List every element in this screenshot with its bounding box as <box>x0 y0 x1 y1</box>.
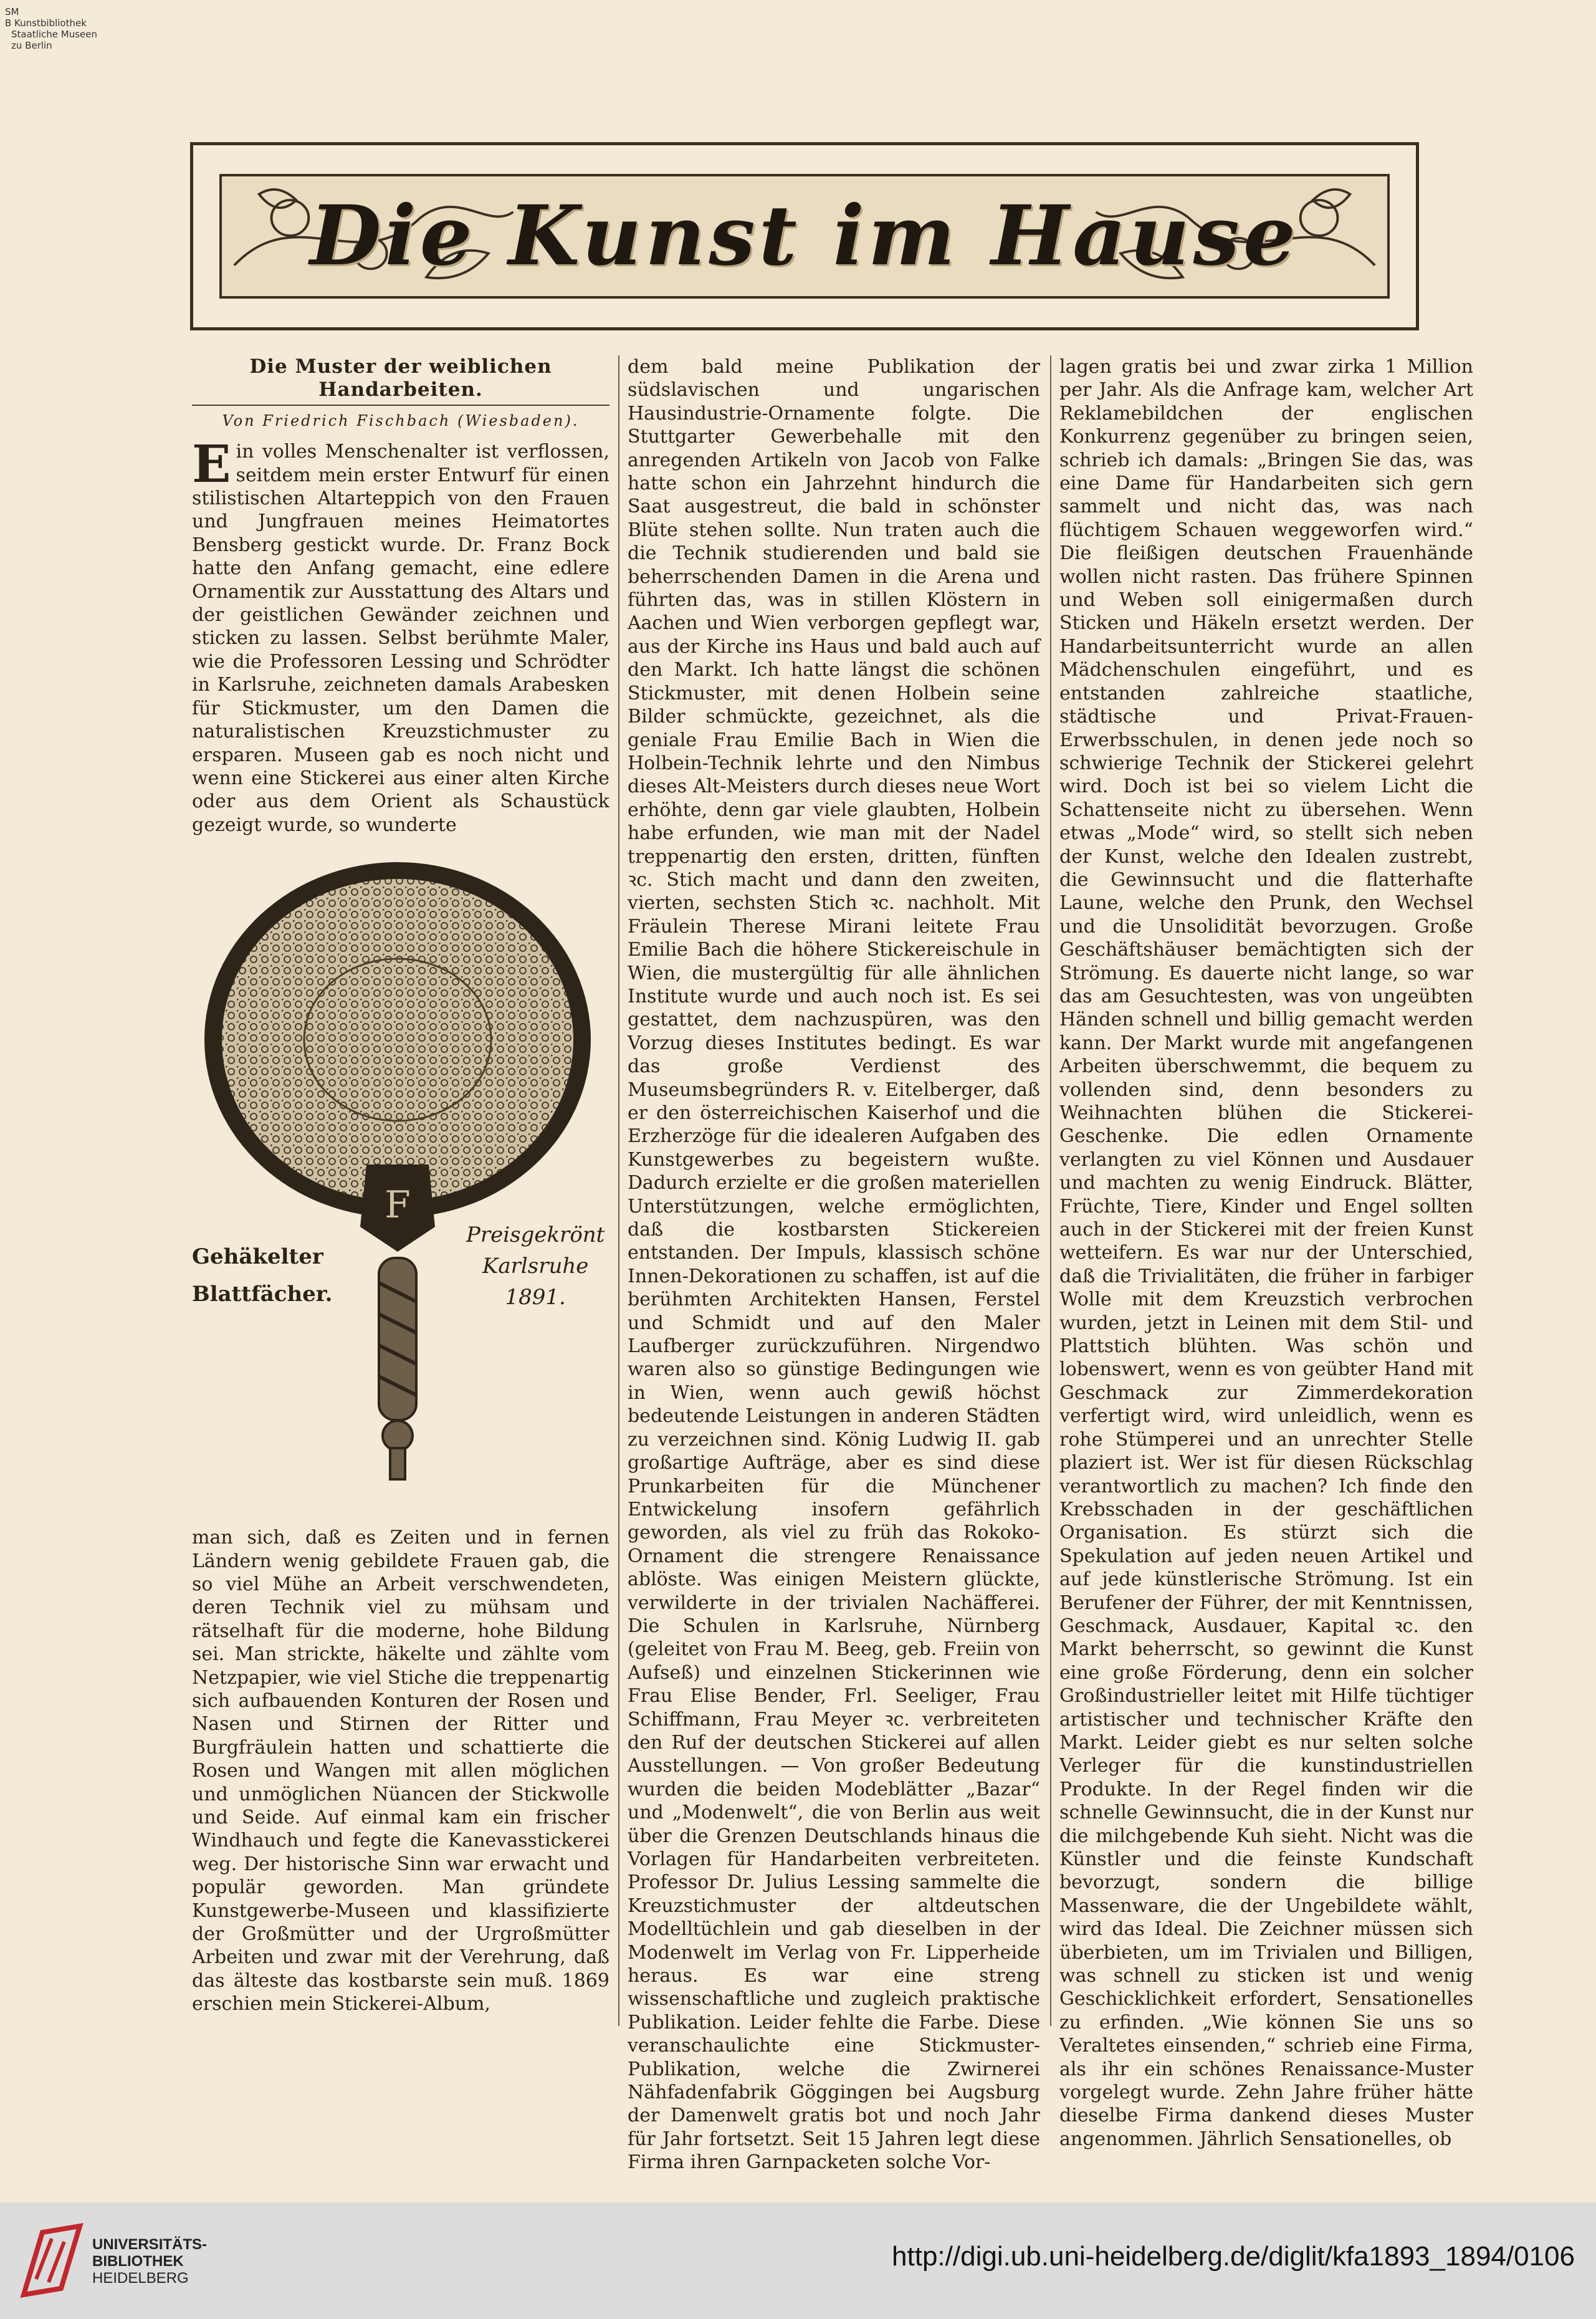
caption-line: Gehäkelter <box>192 1244 323 1270</box>
caption-line: Preisgekrönt <box>466 1222 605 1248</box>
paragraph: dem bald meine Publikation der südslavischen und ungarischen Hausindustrie-Ornamente folgte. Die Stuttgarter Gewerbehalle mit den anregenden Artikeln von Jacob von Falke hatte schon ein Jahrzehnt hindurch die Saat ausgestreut, die bald in schönster Blüte stehen sollte. Nun traten auch die die Technik studierenden und bald sie beherrschenden Damen in die Arena und führten das, was in stillen Klöstern in Aachen und Wien verborgen gepflegt war, aus der Kirche ins Haus und bald auch auf den Markt. Ich hatte längst die schönen Stickmuster, mit denen Holbein seine Bilder schmückte, gezeichnet, als die geniale Frau Emilie Bach in Wien die Holbein-Technik lehrte und den Nimbus dieses Alt-Meisters durch dieses neue Wort erhöhte, denn gar viele glaubten, Holbein habe erfunden, wie man mit der Nadel treppenartig den ersten, dritten, fünften ꝛc. Stich macht und dann den zweiten, vierten, sechsten Stich ꝛc. nachholt. Mit Fräulein Therese Mirani leitete Frau Emilie Bach die höhere Stickereischule in Wien, die mustergültig für alle ähnlichen Institute wurde und auch noch ist. Es sei gestattet, dem nachzuspüren, was den Vorzug dieses Institutes bedingt. Es war das große Verdienst des Museumsbegründers R. v. Eitelberger, daß er den österreichischen Kaiserhof und die Erzherzöge für die idealeren Aufgaben des Kunstgewerbes zu begeistern wußte. Dadurch erzielte er die großen materiellen Unterstützungen, welche ermöglichten, daß die kostbarsten Stickereien entstanden. Der Impuls, klassisch schöne Innen-Dekorationen zu schaffen, ist auf die berühmten Architekten Hansen, Ferstel und Schmidt und auf den Maler Laufberger zurückzuführen. Nirgendwo waren also so günstige Bedingungen wie in Wien, wenn auch gewiß höchst bedeutende Leistungen in anderen Städten zu verzeichnen sind. König Ludwig II. gab großartige Aufträge, aber es sind diese Prunkarbeiten für die Münchener Entwickelung insofern gefährlich geworden, als viel zu früh das Rokoko-Ornament die strengere Renaissance ablöste. Was einigen Meistern glückte, verwilderte in der trivialen Nachäfferei. Die Schulen in Karlsruhe, Nürnberg (geleitet von Frau M. Beeg, geb. Freiin von Aufseß) und einzelnen Stickerinnen wie Frau Elise Bender, Frl. Seeliger, Frau Schiffmann, Frau Meyer ꝛc. verbreiteten den Ruf der deutschen Stickerei auf allen Ausstellungen. — Von großer Bedeutung wurden die beiden Modeblätter „Bazar“ und „Modenwelt“, die von Berlin aus weit über die Grenzen Deutschlands hinaus die Vorlagen für Handarbeiten verbreiteten. Professor Dr. Julius Lessing sammelte die Kreuzstichmuster der altdeutschen Modelltüchlein und gab dieselben in der Modenwelt im Verlag von Fr. Lipperheide heraus. Es war eine streng wissenschaftliche und zugleich praktische Publikation. Leider fehlte die Farbe. Diese veranschaulichte eine Stickmuster-Publikation, welche die Zwirnerei Nähfadenfabrik Göggingen bei Augsburg der Damenwelt gratis bot und noch Jahr für Jahr fortsetzt. Seit 15 Jahren legt diese Firma ihren Garnpacketen solche Vor- <box>628 356 1040 2174</box>
brand-line: BIBLIOTHEK <box>92 2253 184 2270</box>
svg-text:F: F <box>385 1183 411 1227</box>
caption-line: 1891. <box>505 1285 566 1310</box>
crochet-fan-icon <box>192 853 609 1514</box>
caption-line: Blattfächer. <box>192 1282 333 1307</box>
stamp-line: B Kunstbibliothek <box>5 17 87 29</box>
caption-line: Karlsruhe <box>482 1254 589 1279</box>
brand-line: HEIDELBERG <box>92 2270 189 2287</box>
column-divider <box>618 355 619 2026</box>
paragraph <box>192 435 609 837</box>
university-name <box>92 2236 207 2287</box>
stamp-line: zu Berlin <box>11 40 52 51</box>
column-1 <box>192 355 609 2016</box>
brand-line: UNIVERSITÄTS- <box>92 2236 208 2253</box>
paragraph-text: in volles Menschenalter ist verflossen, seitdem mein erster Entwurf für einen stilistischen Altarteppich von den Frauen und Jungfrauen meines Heimatortes Bensberg gestickt wurde. Dr. Franz Bock hatte den Anfang gemacht, eine edlere Ornamentik zur Ausstattung des Altars und der geistlichen Gewänder zeichnen und sticken zu lassen. Selbst berühmte Maler, wie die Professoren Lessing und Schrödter in Karlsruhe, zeichneten damals Arabesken für Stickmuster, um den Damen die naturalistischen Kreuzstichmuster zu ersparen. Museen gab es noch nicht und wenn eine Stickerei aus einer alten Kirche oder aus dem Orient als Schaustück gezeigt wurde, so wunderte <box>192 441 609 836</box>
article-title: Die Muster der weiblichen Handarbeiten. <box>192 355 609 406</box>
column-3 <box>1059 355 1473 2151</box>
figure-fan <box>192 853 609 1514</box>
figure-award <box>466 1219 604 1313</box>
header-banner <box>190 142 1419 330</box>
column-2 <box>628 355 1040 2174</box>
stamp-line: SM <box>5 6 19 17</box>
drop-cap: E <box>192 435 231 495</box>
library-stamp <box>5 6 97 51</box>
column-divider <box>1050 355 1051 2026</box>
stamp-line: Staatliche Museen <box>11 29 97 40</box>
paragraph: lagen gratis bei und zwar zirka 1 Million per Jahr. Als die Anfrage kam, welcher Art Reklamebildchen der englischen Konkurrenz gegenüber zu bringen seien, schrieb ich damals: „Bringen Sie das, was eine Dame für Handarbeiten sich gern sammelt und nicht das, was nach flüchtigem Schauen weggeworfen wird.“ Die fleißigen deutschen Frauenhände wollen nicht rasten. Das frühere Spinnen und Weben soll einigermaßen durch Sticken und Häkeln ersetzt werden. Der Handarbeitsunterricht wurde an allen Mädchenschulen eingeführt, und es entstanden zahlreiche staatliche, städtische und Privat-Frauen-Erwerbsschulen, in denen jede noch so schwierige Technik der Stickerei gelehrt wird. Doch ist bei so vielem Licht die Schattenseite nicht zu übersehen. Wenn etwas „Mode“ wird, so stellt sich neben der Kunst, welche den Idealen zustrebt, die Gewinnsucht und die flatterhafte Laune, welche den Prunk, den Wechsel und die Unsolidität bevorzugen. Große Geschäftshäuser bemächtigten sich der Strömung. Es dauerte nicht lange, so war das am Gesuchtesten, was von ungeübten Händen schnell und billig gemacht werden kann. Der Markt wurde mit angefangenen Arbeiten überschwemmt, die bequem zu vollenden sind, denn besonders zu Weihnachten blühen die Stickerei-Geschenke. Die edlen Ornamente verlangten zu viel Können und Ausdauer und machten zu wenig Eindruck. Blätter, Früchte, Tiere, Kinder und Engel sollten auch in der Stickerei mit der freien Kunst wetteifern. Es war nur der Unterschied, daß die Trivialitäten, die früher in farbiger Wolle mit dem Kreuzstich verbrochen wurden, jetzt in Leinen mit dem Stil- und Plattstich blühten. Was schön und lobenswert, wenn es von geübter Hand mit Geschmack zur Zimmerdekoration verfertigt wird, wird unleidlich, wenn es rohe Stümperei und an unrechter Stelle plaziert ist. Wer ist für diesen Rückschlag verantwortlich zu machen? Ich finde den Krebsschaden in der geschäftlichen Organisation. Es stürzt sich die Spekulation auf jeden neuen Artikel und auf jede künstlerische Strömung. Ist ein Berufener der Führer, der mit Kenntnissen, Geschmack, Ausdauer, Kapital ꝛc. den Markt beherrscht, so gewinnt die Kunst eine große Förderung, denn ein solcher Großindustrieller leitet mit Hilfe tüchtiger artistischer und technischer Kräfte den Markt. Leider giebt es nur selten solche Verleger für die kunstindustriellen Produkte. In der Regel finden wir die schnelle Gewinnsucht, die in der Kunst nur die milchgebende Kuh sieht. Nicht was die Künstler und die feinste Kundschaft bevorzugt, sondern die billige Massenware, die der Ungebildete wählt, wird das Ideal. Die Zeichner müssen sich überbieten, um im Trivialen und Billigen, was schnell zu sticken ist und wenig Geschicklichkeit erfordert, Sensationelles zu erfinden. „Wie können Sie uns so Veraltetes einsenden,“ schrieb eine Firma, als ihr ein schönes Renaissance-Muster vorgelegt wurde. Zehn Jahre früher hätte dieselbe Firma dankend dieses Muster angenommen. Jährlich Sensationelles, ob <box>1059 356 1473 2150</box>
header-ornament-panel <box>219 174 1390 299</box>
figure-caption <box>192 1238 332 1313</box>
paragraph: man sich, daß es Zeiten und in fernen Ländern wenig gebildete Frauen gab, die so viel Mühe an Arbeit verschwendeten, deren Technik viel zu mühsam und rätselhaft für die moderne, hohe Bildung sei. Man strickte, häkelte und zählte vom Netzpapier, wie viel Stiche die treppenartig sich aufbauenden Konturen der Rosen und Nasen und Stirnen der Ritter und Burgfräulein hatten und schattierte die Rosen und Wangen mit allen möglichen und unmöglichen Nüancen der Stickwolle und Seide. Auf einmal kam ein frischer Windhauch und fegte die Kanevasstickerei weg. Der historische Sinn war erwacht und populär geworden. Man gründete Kunstgewerbe-Museen und klassifizierte der Großmütter und der Urgroßmütter Arbeiten und zwar mit der Verehrung, daß das älteste das kostbarste sein muß. 1869 erschien mein Stickerei-Album, <box>192 1527 609 2015</box>
source-link[interactable]: http://digi.ub.uni-heidelberg.de/diglit/kfa1893_1894/0106 <box>892 2241 1575 2272</box>
university-logo-icon <box>17 2220 86 2301</box>
page-title: Die Kunst im Hause <box>310 188 1299 284</box>
article-author: Von Friedrich Fischbach (Wiesbaden). <box>222 411 580 430</box>
footer-bar <box>0 2202 1596 2319</box>
